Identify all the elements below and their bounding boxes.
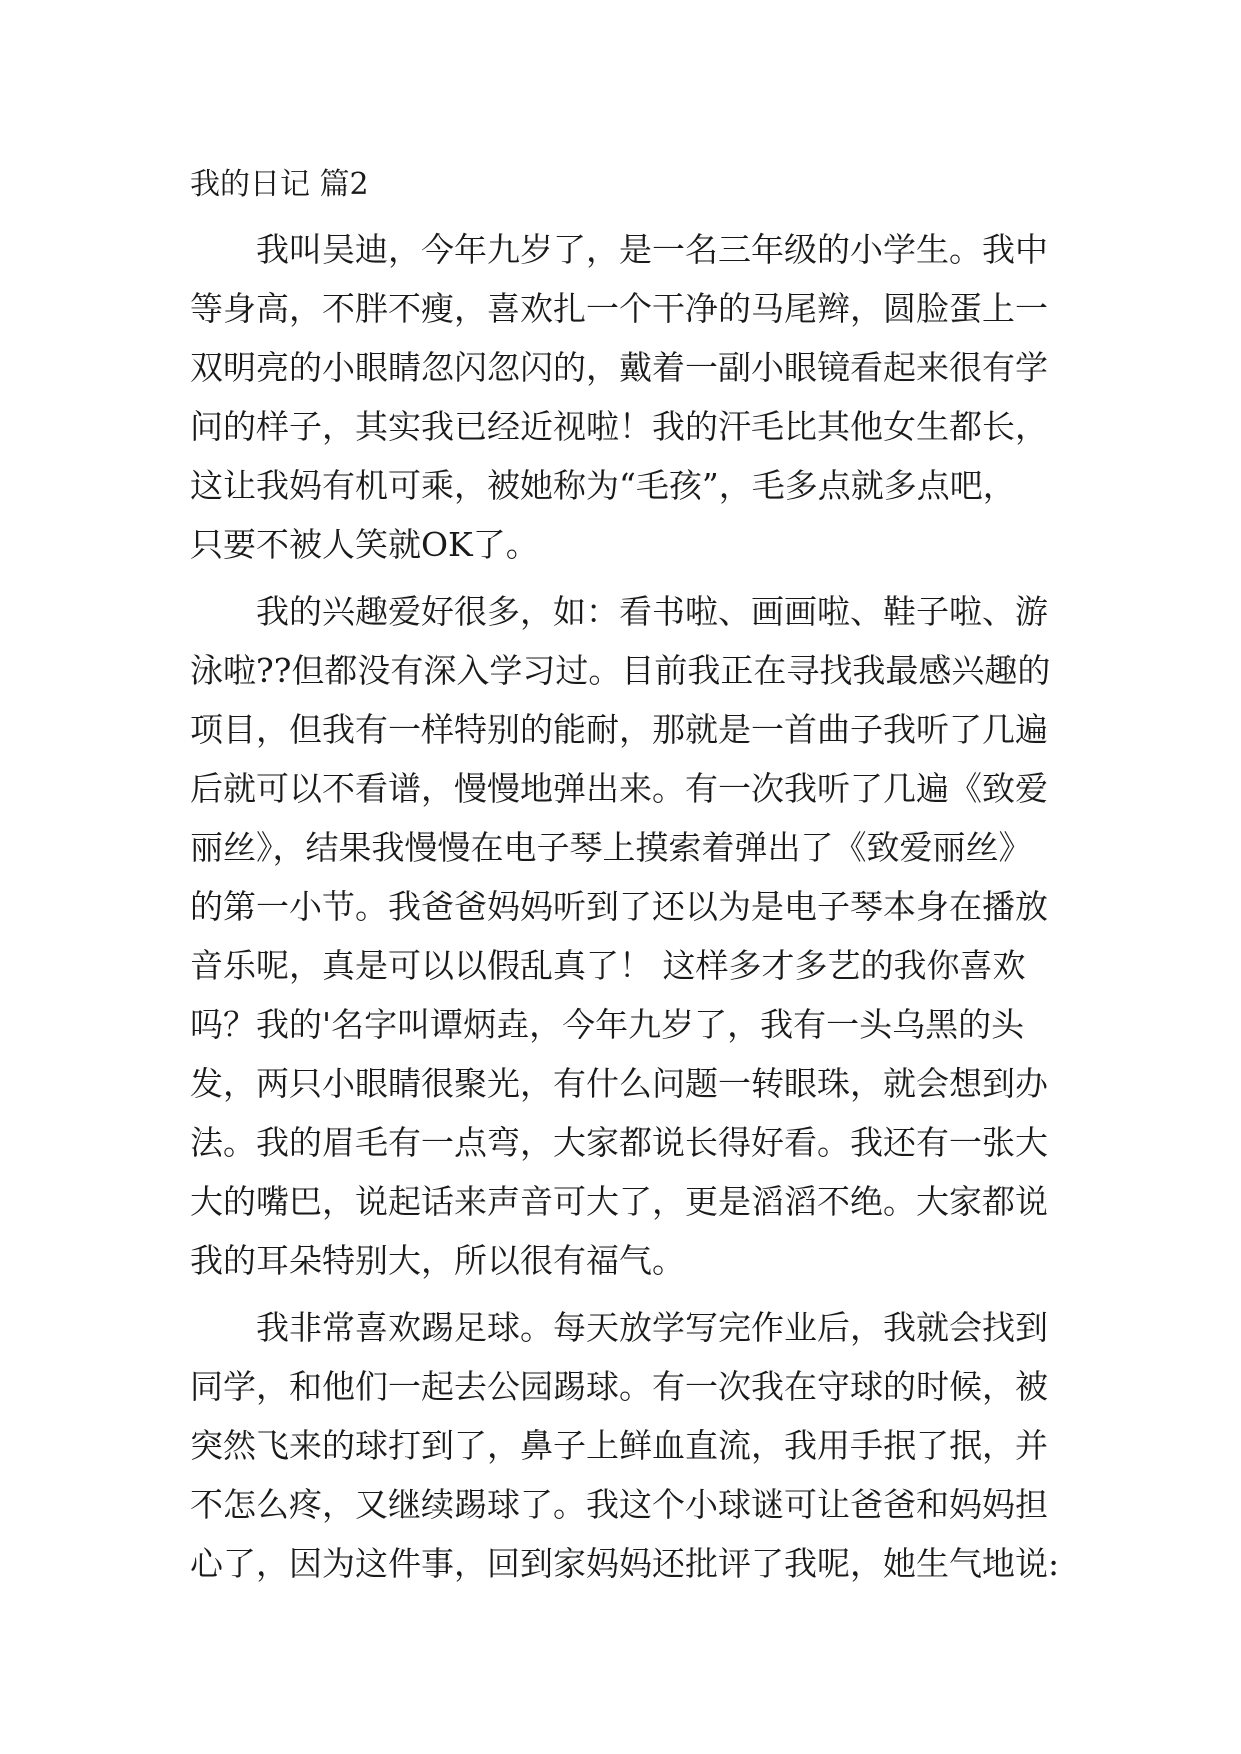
paragraph-line: 发，两只小眼睛很聚光，有什么问题一转眼珠，就会想到办 — [190, 1064, 1048, 1103]
paragraph-line: 的第一小节。我爸爸妈妈听到了还以为是电子琴本身在播放 — [190, 887, 1048, 926]
paragraph-line: 项目，但我有一样特别的能耐，那就是一首曲子我听了几遍 — [190, 710, 1048, 749]
paragraph-spacer — [190, 1290, 1060, 1298]
paragraph-line: 只要不被人笑就OK了。 — [190, 525, 539, 564]
paragraph-line: 大的嘴巴，说起话来声音可大了，更是滔滔不绝。大家都说 — [190, 1182, 1048, 1221]
paragraph-line: 我叫吴迪，今年九岁了，是一名三年级的小学生。我中 — [256, 230, 1048, 269]
paragraph-intro — [190, 220, 1060, 574]
paragraph-line: 这让我妈有机可乘，被她称为“毛孩”，毛多点就多点吧， — [190, 466, 1016, 505]
paragraph-line: 突然飞来的球打到了，鼻子上鲜血直流，我用手抿了抿，并 — [190, 1426, 1048, 1465]
paragraph-hobbies — [190, 582, 1060, 1290]
paragraph-line: 丽丝》，结果我慢慢在电子琴上摸索着弹出了《致爱丽丝》 — [190, 828, 1032, 867]
paragraph-line: 我的耳朵特别大，所以很有福气。 — [190, 1241, 685, 1280]
document-body — [190, 220, 1060, 1593]
paragraph-line: 问的样子，其实我已经近视啦！我的汗毛比其他女生都长， — [190, 407, 1048, 446]
paragraph-line: 不怎么疼，又继续踢球了。我这个小球谜可让爸爸和妈妈担 — [190, 1485, 1048, 1524]
paragraph-line: 法。我的眉毛有一点弯，大家都说长得好看。我还有一张大 — [190, 1123, 1048, 1162]
paragraph-line: 我的兴趣爱好很多，如：看书啦、画画啦、鞋子啦、游 — [256, 592, 1048, 631]
paragraph-line: 吗？我的'名字叫谭炳垚，今年九岁了，我有一头乌黑的头 — [190, 1005, 1025, 1044]
paragraph-line: 我非常喜欢踢足球。每天放学写完作业后，我就会找到 — [256, 1308, 1048, 1347]
paragraph-spacer — [190, 574, 1060, 582]
paragraph-line: 同学，和他们一起去公园踢球。有一次我在守球的时候，被 — [190, 1367, 1048, 1406]
paragraph-line: 泳啦??但都没有深入学习过。目前我正在寻找我最感兴趣的 — [190, 651, 1051, 690]
paragraph-football — [190, 1298, 1060, 1593]
paragraph-line: 后就可以不看谱，慢慢地弹出来。有一次我听了几遍《致爱 — [190, 769, 1048, 808]
document-title: 我的日记 篇2 — [190, 167, 369, 202]
paragraph-line: 等身高，不胖不瘦，喜欢扎一个干净的马尾辫，圆脸蛋上一 — [190, 289, 1048, 328]
paragraph-line: 双明亮的小眼睛忽闪忽闪的，戴着一副小眼镜看起来很有学 — [190, 348, 1048, 387]
paragraph-line: 心了，因为这件事，回到家妈妈还批评了我呢，她生气地说: — [190, 1544, 1060, 1583]
paragraph-line: 音乐呢，真是可以以假乱真了！ 这样多才多艺的我你喜欢 — [190, 946, 1026, 985]
